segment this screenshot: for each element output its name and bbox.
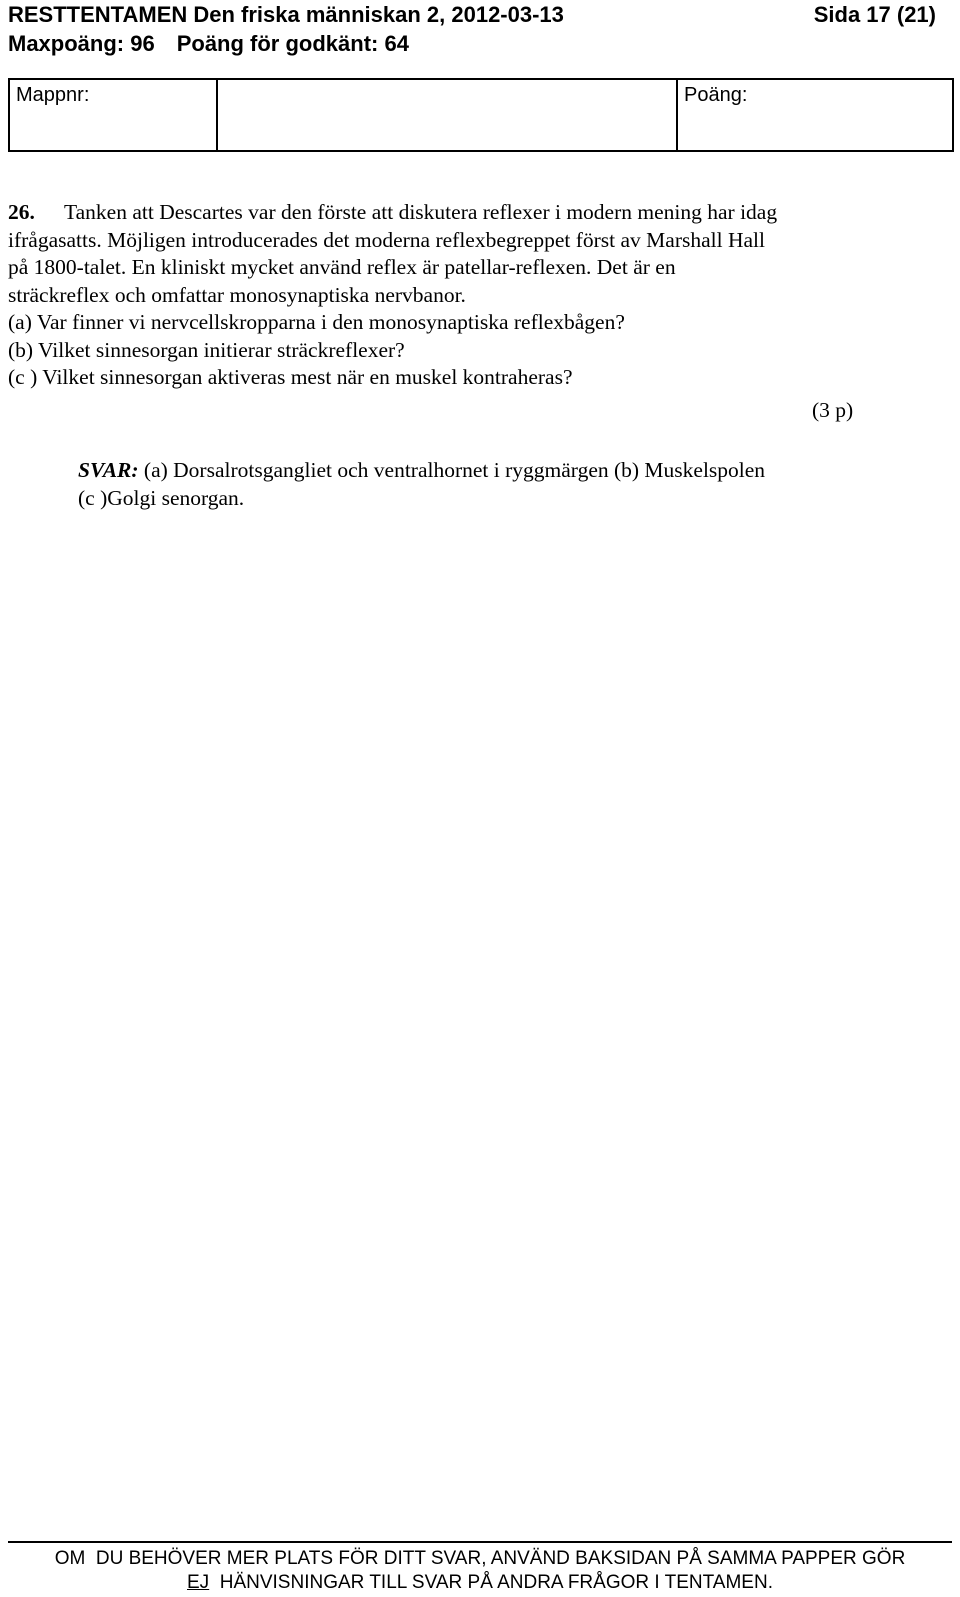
- question-line: (a) Var finner vi nervcellskropparna i den monosynaptiska reflexbågen?: [8, 310, 625, 334]
- page-number: Sida 17 (21): [813, 2, 936, 27]
- points-cell[interactable]: [678, 80, 952, 150]
- footer-instructions: [8, 1547, 952, 1595]
- question-26: [8, 199, 938, 392]
- student-info-table: [8, 78, 954, 152]
- question-number: 26.: [8, 200, 35, 224]
- points-summary: [8, 31, 409, 57]
- answer-block: [78, 456, 938, 512]
- question-line: (c ) Vilket sinnesorgan aktiveras mest när en muskel kontraheras?: [8, 365, 573, 389]
- footer-divider: [8, 1541, 952, 1543]
- max-points: Maxpoäng: 96: [8, 31, 155, 56]
- answer-text-line2: (c )Golgi senorgan.: [78, 486, 245, 510]
- question-points: (3 p): [812, 398, 854, 422]
- question-line: (b) Vilket sinnesorgan initierar sträckreflexer?: [8, 337, 405, 362]
- footer-ej: EJ: [187, 1572, 210, 1593]
- question-line: Tanken att Descartes var den förste att diskutera reflexer i modern mening har idag: [64, 200, 778, 224]
- folder-number-label: Mappnr:: [16, 84, 90, 106]
- answer-text-line1: (a) Dorsalrotsgangliet och ventralhornet i ryggmärgen (b) Muskelspolen: [138, 458, 766, 482]
- blank-cell[interactable]: [218, 80, 678, 150]
- question-line: sträckreflex och omfattar monosynaptiska nervbanor.: [8, 282, 466, 307]
- exam-title: RESTTENTAMEN Den friska människan 2, 2012-03-13: [8, 2, 564, 27]
- question-line: på 1800-talet. En kliniskt mycket använd reflex är patellar-reflexen. Det är en: [8, 255, 676, 279]
- points-label: Poäng:: [684, 84, 748, 106]
- footer-line2: HÄNVISNINGAR TILL SVAR PÅ ANDRA FRÅGOR I TENTAMEN.: [209, 1572, 773, 1593]
- folder-number-cell[interactable]: [10, 80, 218, 150]
- pass-points: Poäng för godkänt: 64: [176, 31, 409, 56]
- question-line: ifrågasatts. Möjligen introducerades det moderna reflexbegreppet först av Marshall Hall: [8, 227, 766, 252]
- footer-line1: OM DU BEHÖVER MER PLATS FÖR DITT SVAR, ANVÄND BAKSIDAN PÅ SAMMA PAPPER GÖR: [54, 1548, 906, 1569]
- answer-label: SVAR:: [78, 458, 139, 482]
